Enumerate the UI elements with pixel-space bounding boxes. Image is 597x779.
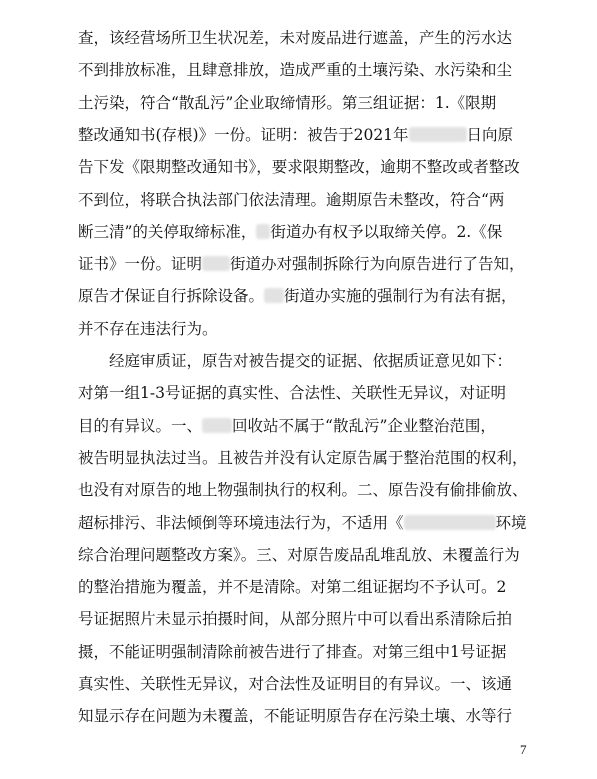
text-line [78,93,530,113]
text-segment: 综合治理问题整改方案》。三、对原告废品乱堆乱放、未覆盖行为 [78,545,520,564]
text-line [78,157,530,177]
text-segment: 真实性、关联性无异议，对合法性及证明目的有异议。一、该通 [78,675,513,693]
text-line [78,286,530,306]
text-line [78,706,530,726]
redacted-text [256,224,270,239]
text-line [78,319,530,339]
text-segment: 摄，不能证明强制清除前被告进行了排查。对第三组中1号证据 [78,642,507,661]
text-segment: 不到排放标准，且肆意排放，造成严重的土壤污染、水污染和尘 [78,61,513,80]
text-line [78,28,530,48]
text-line [78,609,530,629]
text-segment: 经庭审质证，原告对被告提交的证据、依据质证意见如下： [78,352,513,370]
text-line [78,254,530,274]
redacted-text [202,418,232,433]
text-segment: 回收站不属于“散乱污”企业整治范围， [232,416,496,435]
text-segment: 并不存在违法行为。 [78,319,218,338]
text-segment: 街道办有权予以取缔关停。2.《保 [270,222,503,241]
text-segment: 也没有对原告的地上物强制执行的权利。二、原告没有偷排偷放、 [78,481,528,500]
text-line [78,383,530,403]
text-segment: 整改通知书(存根)》一份。证明：被告于2021年 [78,125,409,144]
text-segment: 查，该经营场所卫生状况差，未对废品进行遮盖，产生的污水达 [78,29,513,47]
text-line [78,513,530,533]
text-line [78,448,530,468]
text-line [78,674,530,694]
redacted-text [404,515,496,530]
text-segment: 街道办实施的强制行为有法有据， [284,287,517,306]
text-segment: 断三清”的关停取缔标准， [78,222,257,241]
text-segment: 告下发《限期整改通知书》，要求限期整改，逾期不整改或者整改 [78,158,520,177]
text-segment: 目的有异议。一、 [78,416,203,435]
text-segment: 被告明显执法过当。且被告并没有认定原告属于整治范围的权利， [78,448,528,467]
text-segment: 的整治措施为覆盖，并不是清除。对第二组证据均不予认可。2 [78,578,507,597]
text-segment: 证书》一份。证明 [78,255,203,274]
text-line [78,577,530,597]
text-segment: 超标排污、非法倾倒等环境违法行为，不适用《 [78,513,404,532]
redacted-text [409,127,467,142]
text-line [78,642,530,662]
text-line [78,125,530,145]
text-segment: 对第一组1-3号证据的真实性、合法性、关联性无异议，对证明 [78,384,506,403]
redacted-text [202,256,230,271]
text-segment: 知显示存在问题为未覆盖，不能证明原告存在污染土壤、水等行 [78,707,513,726]
text-segment: 土污染，符合“散乱污”企业取缔情形。第三组证据：1.《限期 [78,93,497,112]
text-line [78,222,530,242]
text-segment: 环境 [495,513,527,532]
text-segment: 原告才保证自行拆除设备。 [78,287,265,306]
redacted-text [264,288,284,303]
text-line [78,60,530,80]
text-line [78,190,530,210]
text-line [78,545,530,565]
text-segment: 不到位，将联合执法部门依法清理。逾期原告未整改，符合“两 [78,190,505,209]
text-segment: 号证据照片未显示拍摄时间，从部分照片中可以看出系清除后拍 [78,610,513,629]
page-number: 7 [520,742,527,757]
text-segment: 日向原 [466,125,514,144]
text-line [78,351,530,371]
text-line [78,416,530,436]
text-line [78,480,530,500]
text-segment: 街道办对强制拆除行为向原告进行了告知， [230,255,525,274]
